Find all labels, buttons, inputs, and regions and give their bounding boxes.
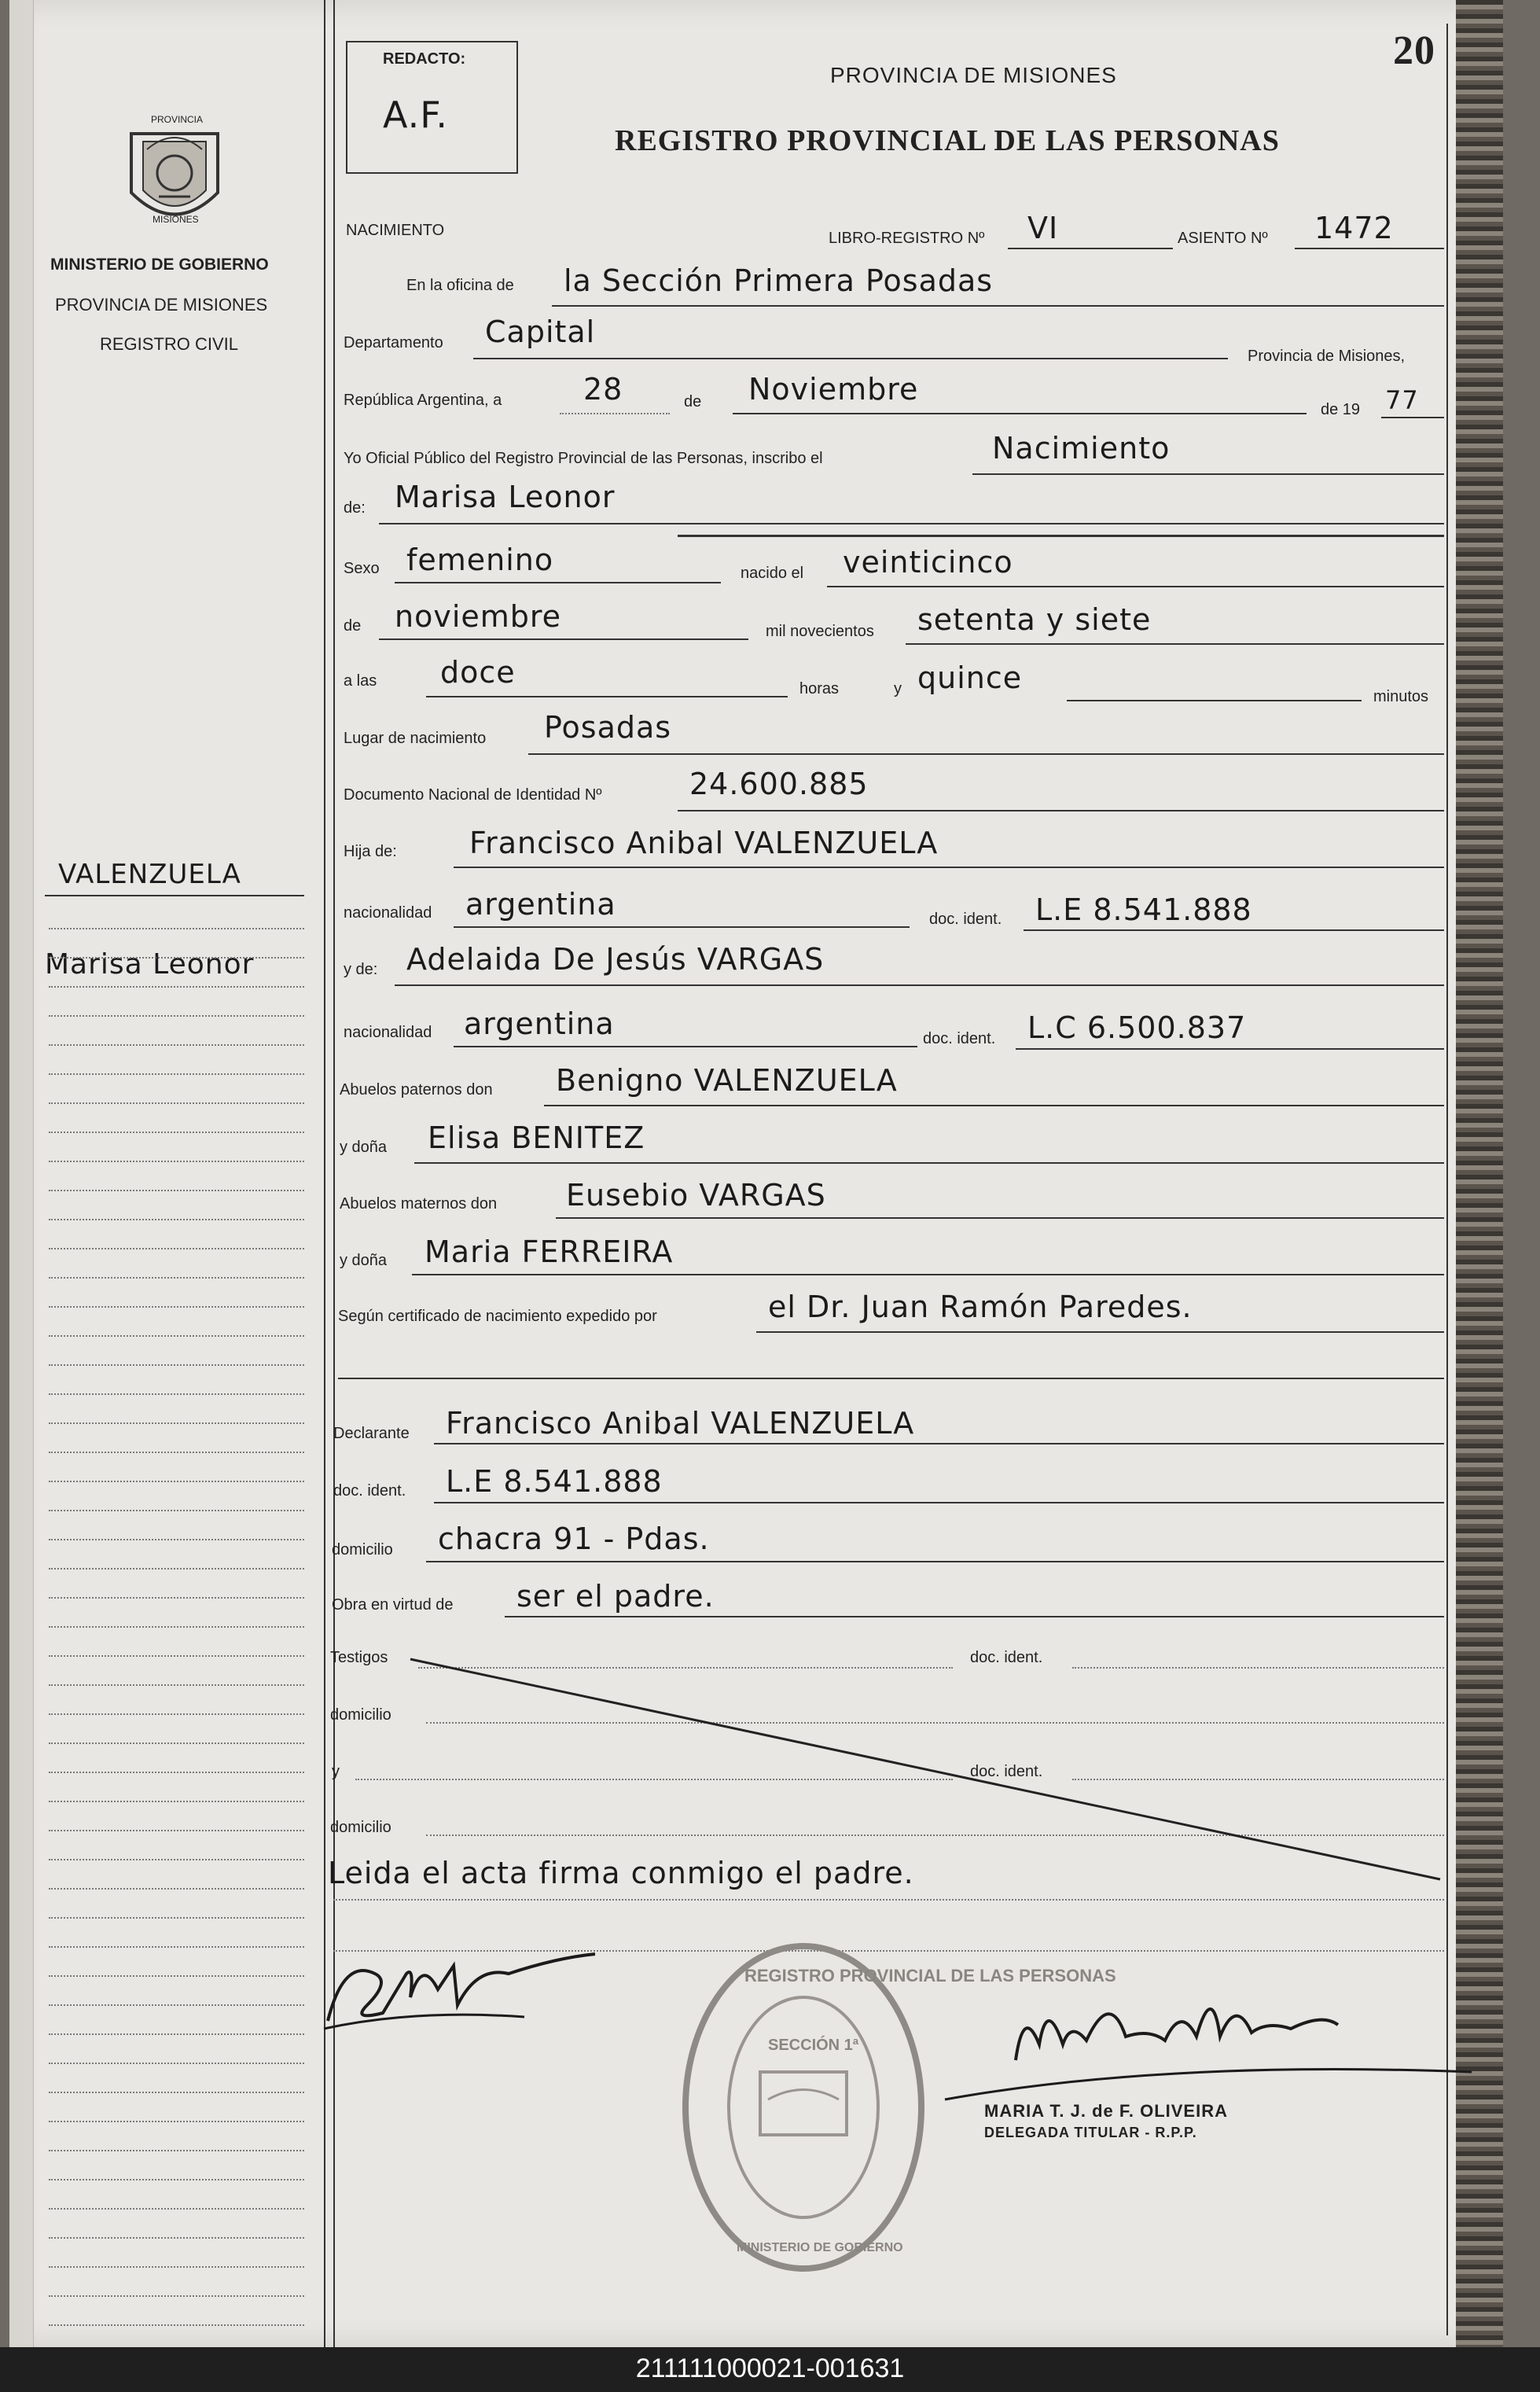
anio-label: de 19 — [1321, 401, 1361, 418]
libro-line — [1008, 248, 1173, 249]
image-id: 211111000021-001631 — [635, 2353, 905, 2383]
abuelos-mat-label: Abuelos maternos don — [340, 1195, 498, 1213]
hijo-label: Hija de: — [344, 843, 397, 860]
asiento-value: 1472 — [1314, 211, 1394, 245]
margin-ruling-line — [49, 2004, 304, 2006]
hora-line — [426, 696, 788, 697]
nacido-mes-line — [379, 638, 748, 640]
redacto-value: A.F. — [383, 94, 448, 136]
domicilio-value: chacra 91 - Pdas. — [438, 1522, 710, 1556]
leida-text: Leida el acta firma conmigo el padre. — [328, 1856, 914, 1890]
margin-ruling-line — [49, 1975, 304, 1977]
lugar-line — [528, 753, 1444, 755]
abuela-pat-label: y doña — [340, 1139, 388, 1156]
ministry-line2: PROVINCIA DE MISIONES — [55, 295, 268, 315]
image-id-bar — [0, 2347, 1540, 2392]
margin-ruling-line — [49, 1015, 304, 1017]
padre-doc-label: doc. ident. — [929, 911, 1002, 928]
header-province: PROVINCIA DE MISIONES — [830, 63, 1117, 87]
margin-ruling-line — [49, 1452, 304, 1453]
ministry-line3: REGISTRO CIVIL — [100, 334, 239, 354]
margin-ruling-line — [49, 1161, 304, 1162]
certificado-line — [756, 1331, 1444, 1333]
abuelo-pat-value: Benigno VALENZUELA — [556, 1063, 898, 1098]
nacido-dia-value: veinticinco — [843, 545, 1013, 580]
de2-label: de — [344, 617, 362, 635]
padre-nac-value: argentina — [465, 887, 616, 922]
margin-names: Marisa Leonor — [45, 948, 255, 981]
padre-doc-value: L.E 8.541.888 — [1035, 892, 1252, 927]
abuela-pat-value: Elisa BENITEZ — [428, 1121, 645, 1155]
margin-ruling-line — [49, 1219, 304, 1220]
oficial-label: Yo Oficial Público del Registro Provincial de las Personas, inscribo el — [344, 450, 823, 467]
departamento-label: Departamento — [344, 334, 443, 351]
margin-ruling-line — [49, 1597, 304, 1599]
minutos-label: minutos — [1373, 688, 1429, 705]
lugar-value: Posadas — [544, 710, 672, 745]
margin-ruling-line — [49, 1335, 304, 1337]
margin-ruling-line — [49, 1655, 304, 1657]
domicilio-label: domicilio — [332, 1541, 393, 1558]
yde-label: y de: — [344, 961, 378, 978]
oficina-value: la Sección Primera Posadas — [564, 263, 994, 298]
declarante-value: Francisco Anibal VALENZUELA — [446, 1406, 915, 1441]
obra-line — [505, 1616, 1444, 1617]
alas-label: a las — [344, 672, 377, 690]
mes-value: Noviembre — [748, 372, 919, 407]
margin-ruling-line — [49, 2121, 304, 2122]
asiento-label: ASIENTO Nº — [1178, 230, 1268, 247]
margin-ruling-line — [49, 1917, 304, 1919]
asiento-line — [1295, 248, 1444, 249]
minutos-value: quince — [917, 661, 1023, 695]
nombre-value: Marisa Leonor — [395, 480, 616, 514]
mes-line — [733, 413, 1307, 414]
acto-line — [972, 473, 1444, 475]
registry-stamp-icon — [678, 1938, 929, 2276]
official-signature — [929, 1974, 1479, 2107]
margin-ruling-line — [49, 2266, 304, 2268]
departamento-line — [473, 358, 1228, 359]
libro-label: LIBRO-REGISTRO Nº — [829, 230, 985, 247]
margin-ruling-line — [49, 2208, 304, 2210]
margin-ruling-line — [49, 1859, 304, 1860]
margin-ruling-line — [49, 1801, 304, 1802]
anio-value: 77 — [1385, 385, 1419, 415]
margin-ruling-line — [49, 1102, 304, 1104]
margin-ruling-line — [49, 1277, 304, 1279]
testigo2-doc-label: doc. ident. — [970, 1763, 1043, 1780]
margin-ruling-line — [49, 1830, 304, 1831]
binding-spine — [9, 0, 34, 2347]
margin-ruling-line — [49, 1248, 304, 1249]
redacto-label: REDACTO: — [383, 50, 466, 68]
y-label: y — [894, 680, 902, 697]
padre-line — [454, 867, 1444, 868]
de-label: de: — [344, 499, 366, 517]
seal-bottom-text: MISIONES — [153, 214, 199, 225]
decl-doc-label: doc. ident. — [333, 1482, 406, 1500]
certificado-label: Según certificado de nacimiento expedido por — [338, 1308, 657, 1325]
dni-value: 24.600.885 — [689, 767, 869, 801]
oficina-label: En la oficina de — [406, 277, 514, 294]
margin-ruling-line — [49, 1393, 304, 1395]
margin-ruling-line — [49, 928, 304, 929]
madre-nac-label: nacionalidad — [344, 1024, 432, 1041]
nacido-label: nacido el — [741, 565, 804, 582]
madre-doc-label: doc. ident. — [923, 1030, 996, 1047]
testigo2-y-label: y — [332, 1763, 340, 1780]
de1-label: de — [684, 393, 702, 410]
obra-label: Obra en virtud de — [332, 1596, 454, 1614]
testigos-cancel-stroke — [402, 1651, 1448, 1887]
margin-ruling-line — [49, 1422, 304, 1424]
obra-value: ser el padre. — [516, 1579, 715, 1614]
margin-surname: VALENZUELA — [58, 859, 241, 890]
sexo-label: Sexo — [344, 560, 380, 577]
margin-ruling-line — [49, 1626, 304, 1628]
margin-ruling-line — [49, 2324, 304, 2326]
abuela-mat-line — [412, 1274, 1444, 1275]
madre-doc-value: L.C 6.500.837 — [1027, 1010, 1247, 1045]
redacto-box — [346, 41, 518, 174]
dia-value: 28 — [583, 372, 623, 407]
leida-line — [333, 1899, 1444, 1901]
margin-ruling-line — [49, 2063, 304, 2064]
margin-ruling-line — [49, 2092, 304, 2093]
certificado-value: el Dr. Juan Ramón Paredes. — [768, 1290, 1193, 1324]
madre-doc-line — [1016, 1048, 1444, 1050]
horas-label: horas — [799, 680, 840, 697]
oficina-line — [552, 305, 1444, 307]
abuelo-mat-line — [556, 1217, 1444, 1219]
madre-value: Adelaida De Jesús VARGAS — [406, 942, 825, 977]
declarante-line — [434, 1443, 1444, 1444]
nombre-line — [379, 523, 1444, 524]
nacido-anio-value: setenta y siete — [917, 602, 1152, 637]
margin-ruling-line — [49, 2295, 304, 2297]
madre-nac-value: argentina — [464, 1006, 615, 1041]
nacido-mes-value: noviembre — [395, 599, 562, 634]
margin-ruling-line — [49, 1713, 304, 1715]
margin-ruling-line — [49, 2033, 304, 2035]
sexo-value: femenino — [406, 543, 554, 577]
abuela-mat-label: y doña — [340, 1252, 388, 1269]
padre-doc-line — [1024, 929, 1444, 931]
stamp-bottom-text: MINISTERIO DE GOBIERNO — [737, 2241, 903, 2254]
dia-line — [560, 413, 670, 414]
declarante-label: Declarante — [333, 1425, 410, 1442]
testigo1-domicilio-label: domicilio — [330, 1706, 391, 1724]
abuelos-pat-label: Abuelos paternos don — [340, 1081, 493, 1098]
margin-ruling-line — [49, 1742, 304, 1744]
margin-ruling-line — [49, 1510, 304, 1511]
testigo1-doc-label: doc. ident. — [970, 1649, 1043, 1666]
madre-nac-line — [454, 1046, 917, 1047]
padre-value: Francisco Anibal VALENZUELA — [469, 826, 939, 860]
nacido-dia-line — [827, 586, 1444, 587]
margin-ruling-line — [49, 1044, 304, 1046]
republica-label: República Argentina, a — [344, 392, 502, 409]
margin-ruling-line — [49, 1772, 304, 1773]
dni-label: Documento Nacional de Identidad Nº — [344, 786, 602, 804]
nombre-line-2 — [678, 535, 1444, 537]
sexo-line — [395, 582, 721, 583]
lugar-label: Lugar de nacimiento — [344, 730, 487, 747]
testigos-label: Testigos — [330, 1649, 388, 1666]
official-role: DELEGADA TITULAR - R.P.P. — [984, 2125, 1197, 2140]
decl-doc-line — [434, 1502, 1444, 1503]
hora-value: doce — [440, 655, 516, 690]
mil-label: mil novecientos — [766, 623, 874, 640]
dni-line — [678, 810, 1444, 811]
margin-ruling-line — [49, 1132, 304, 1133]
certificado-line-2 — [338, 1378, 1444, 1379]
margin-ruling-line — [49, 957, 304, 959]
libro-value: VI — [1027, 211, 1059, 245]
margin-ruling-line — [49, 1073, 304, 1075]
margin-ruling-line — [49, 1306, 304, 1308]
padre-nac-label: nacionalidad — [344, 904, 432, 922]
margin-ruling-line — [49, 1190, 304, 1191]
margin-ruling-line — [49, 1946, 304, 1948]
margin-ruling-line — [49, 986, 304, 988]
declarant-signature — [320, 1942, 603, 2037]
stamp-ring-text: REGISTRO PROVINCIAL DE LAS PERSONAS — [744, 1966, 1116, 1985]
margin-ruling-line — [49, 1568, 304, 1570]
margin-ruling-line — [49, 2237, 304, 2239]
register-page — [9, 0, 1503, 2347]
margin-ruling-line — [49, 1888, 304, 1890]
padre-nac-line — [454, 926, 910, 928]
ministry-line1: MINISTERIO DE GOBIERNO — [50, 256, 269, 274]
margin-ruling-line — [49, 1481, 304, 1482]
departamento-value: Capital — [485, 315, 596, 349]
margin-underline — [45, 895, 304, 896]
abuelo-mat-value: Eusebio VARGAS — [566, 1178, 826, 1213]
abuela-pat-line — [414, 1162, 1444, 1164]
testigo2-domicilio-label: domicilio — [330, 1819, 391, 1836]
abuelo-pat-line — [544, 1105, 1444, 1106]
domicilio-line — [426, 1561, 1444, 1562]
margin-ruling-line — [49, 1684, 304, 1686]
nacido-anio-line — [906, 643, 1444, 645]
minutos-line — [1067, 700, 1362, 701]
margin-ruling-line — [49, 1364, 304, 1366]
folio-number: 20 — [1393, 28, 1435, 73]
margin-ruling-line — [49, 2179, 304, 2180]
seal-top-text: PROVINCIA — [151, 114, 204, 125]
nacimiento-label: NACIMIENTO — [346, 222, 445, 239]
official-name: MARIA T. J. de F. OLIVEIRA — [984, 2101, 1228, 2121]
provincia-label: Provincia de Misiones, — [1248, 348, 1406, 365]
madre-line — [395, 984, 1444, 986]
header-title: REGISTRO PROVINCIAL DE LAS PERSONAS — [615, 124, 1280, 157]
abuela-mat-value: Maria FERREIRA — [425, 1235, 674, 1269]
stamp-center-text: SECCIÓN 1ª — [768, 2037, 859, 2054]
acto-value: Nacimiento — [992, 431, 1171, 466]
margin-ruling-line — [49, 2150, 304, 2151]
margin-ruling-line — [49, 1539, 304, 1540]
anio-line — [1381, 417, 1444, 418]
decl-doc-value: L.E 8.541.888 — [446, 1464, 663, 1499]
